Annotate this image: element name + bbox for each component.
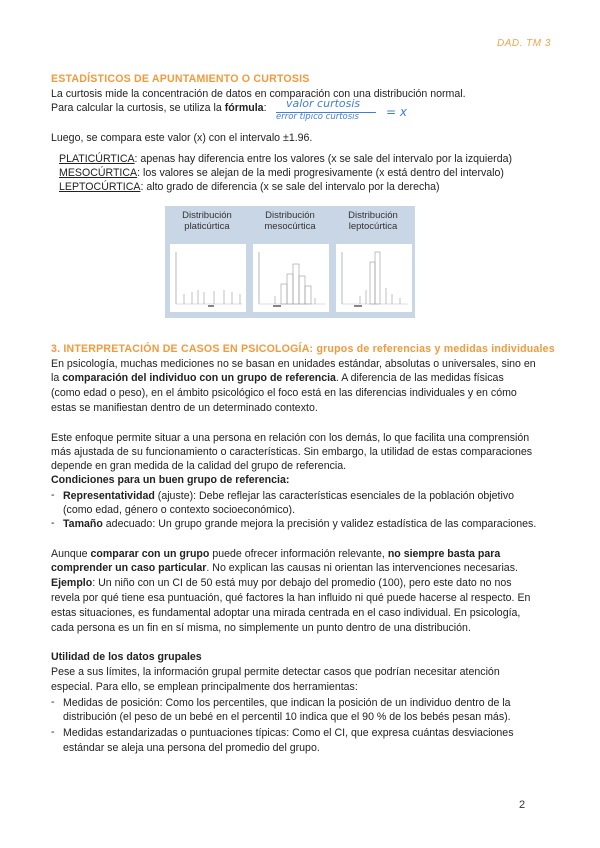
p3-line3 <box>51 576 512 590</box>
p3-l2-rest: . No explican las causas ni orientan las intervenciones necesarias. <box>206 562 518 574</box>
hand-numerator: valor curtosis <box>286 97 361 110</box>
bullet: - <box>51 489 55 501</box>
p1-line3: (como edad o peso), en el ámbito psicológico el foco está en las diferencias individuales y en cómo <box>51 387 517 399</box>
util-title-text: Utilidad de los datos grupales <box>51 651 202 663</box>
p3-line4: revela por qué tiene esa puntuación, qué factores la han influido ni qué puede hacerse al respecto. En <box>51 592 531 604</box>
panel-title-line1: Distribución <box>265 210 315 221</box>
formula-bold: fórmula <box>224 102 264 114</box>
tool-2-line2: estándar se aleja una persona del promedio del grupo. <box>63 742 320 754</box>
bullet: - <box>51 517 55 529</box>
leptocurtica-histogram <box>336 244 412 312</box>
p3-b2: no siempre basta para <box>387 548 501 560</box>
conditions-title-text: Condiciones para un buen grupo de referencia: <box>51 474 290 486</box>
type-platicurtica <box>59 152 512 166</box>
tool-1-line1: Medidas de posición: Como los percentiles, que indican la posición de un individuo dentro de la <box>63 697 511 709</box>
type-term: LEPTOCÚRTICA <box>59 181 141 193</box>
kurtosis-figure <box>165 206 415 318</box>
header-tag: DAD. TM 3 <box>497 38 551 49</box>
hand-denominator: error típico curtosis <box>276 112 359 122</box>
panel-mesocurtica <box>253 244 329 312</box>
util-title <box>51 650 202 664</box>
cond2-bold: Tamaño <box>63 518 103 530</box>
panel-title-leptocurtica <box>333 210 413 232</box>
condition-2 <box>63 517 536 531</box>
section1-title: ESTADÍSTICOS DE APUNTAMIENTO O CURTOSIS <box>51 73 310 85</box>
p3-pre: Aunque <box>51 548 91 560</box>
type-leptocurtica <box>59 180 440 194</box>
section3-title-b: grupos de referencias y medidas individuales <box>316 343 555 355</box>
p3-line6: cada persona es un fin en sí misma, no simplemente un punto dentro de una distribución. <box>51 622 471 634</box>
histogram-bars <box>275 264 315 304</box>
formula-colon: : <box>263 102 267 114</box>
p3-l3-rest: : Un niño con un CI de 50 está muy por debajo del promedio (100), pero este dato no nos <box>92 577 512 589</box>
p1-pre: la <box>51 372 63 384</box>
p2-line1: Este enfoque permite situar a una persona en relación con los demás, lo que facilita una comprensión <box>51 432 530 444</box>
bullet: - <box>51 726 55 738</box>
p1-line2 <box>51 371 504 385</box>
formula-line <box>51 101 267 115</box>
formula-pre: Para calcular la curtosis, se utiliza la <box>51 102 225 114</box>
tool-1-line2: distribución (el peso de un bebé en el percentil 10 indica que el 90 % de los bebés pesan más). <box>63 711 511 723</box>
histogram-bars <box>184 290 240 304</box>
tool-2-line1: Medidas estandarizadas o puntuaciones típicas: Como el CI, que expresa cuántas desviaciones <box>63 727 514 739</box>
p3-line2 <box>51 561 518 575</box>
p3-mid: puede ofrecer información relevante, <box>209 548 388 560</box>
type-desc: : apenas hay diferencia entre los valores (x se sale del intervalo por la izquierda) <box>134 153 513 165</box>
condition-1-line2: (como edad, género o contexto socioeconómico). <box>63 504 296 516</box>
platicurtica-histogram <box>170 244 246 312</box>
p3-line5: estas situaciones, es fundamental adoptar una mirada centrada en el caso individual. En psicología, <box>51 607 521 619</box>
panel-leptocurtica <box>336 244 412 312</box>
compare-line: Luego, se compara este valor (x) con el intervalo ±1.96. <box>51 132 313 144</box>
panel-title-line1: Distribución <box>348 210 398 221</box>
panel-title-line1: Distribución <box>182 210 232 221</box>
section1-intro: La curtosis mide la concentración de datos en comparación con una distribución normal. <box>51 88 466 100</box>
util-line1: Pese a sus límites, la información grupal permite detectar casos que podrían necesitar atención <box>51 666 500 678</box>
util-line2: especial. Para ello, se emplean principalmente dos herramientas: <box>51 681 358 693</box>
conditions-title <box>51 473 289 487</box>
panel-title-line2: leptocúrtica <box>348 221 398 232</box>
p2-line3: depende en gran medida de la calidad del grupo de referencia. <box>51 460 347 472</box>
p1-line4: estas se manifiestan dentro de un determinado contexto. <box>51 402 318 414</box>
type-term: PLATICÚRTICA <box>59 153 135 165</box>
cond1-bold: Representatividad <box>63 490 155 502</box>
condition-1 <box>63 489 514 503</box>
cond2-rest: adecuado: Un grupo grande mejora la precisión y validez estadística de las comparaciones. <box>102 518 537 530</box>
p3-l2-bold: comprender un caso particular <box>51 562 207 574</box>
p2-line2: más ajustada de su funcionamiento o características. Sin embargo, la utilidad de estas comparaciones <box>51 446 533 458</box>
panel-title-platicurtica <box>167 210 247 232</box>
p1-bold: comparación del individuo con un grupo de referencia <box>62 372 336 384</box>
p3-line1 <box>51 547 500 561</box>
panel-title-line2: mesocúrtica <box>264 221 316 232</box>
panel-title-mesocurtica <box>250 210 330 232</box>
histogram-bars <box>360 252 400 304</box>
p1-post: . A diferencia de las medidas físicas <box>335 372 504 384</box>
mesocurtica-histogram <box>253 244 329 312</box>
p3-b1: comparar con un grupo <box>90 548 210 560</box>
section3-title-a: 3. INTERPRETACIÓN DE CASOS EN PSICOLOGÍA: <box>51 343 317 355</box>
p1-line1: En psicología, muchas mediciones no se basan en unidades estándar, absolutas o universales, sino en <box>51 358 536 370</box>
panel-title-line2: platicúrtica <box>184 221 230 232</box>
type-term: MESOCÚRTICA <box>59 167 138 179</box>
cond1-rest: (ajuste): Debe reflejar las características esenciales de la población objetivo <box>154 490 515 502</box>
type-mesocurtica <box>59 166 504 180</box>
type-desc: : los valores se alejan de la medi progresivamente (x está dentro del intervalo) <box>137 167 504 179</box>
page-number: 2 <box>519 799 526 811</box>
example-label: Ejemplo <box>51 577 93 589</box>
bullet: - <box>51 696 55 708</box>
type-desc: : alto grado de diferencia (x se sale del intervalo por la derecha) <box>140 181 440 193</box>
hand-result: = x <box>386 105 407 119</box>
panel-platicurtica <box>170 244 246 312</box>
section3-title <box>51 343 555 355</box>
